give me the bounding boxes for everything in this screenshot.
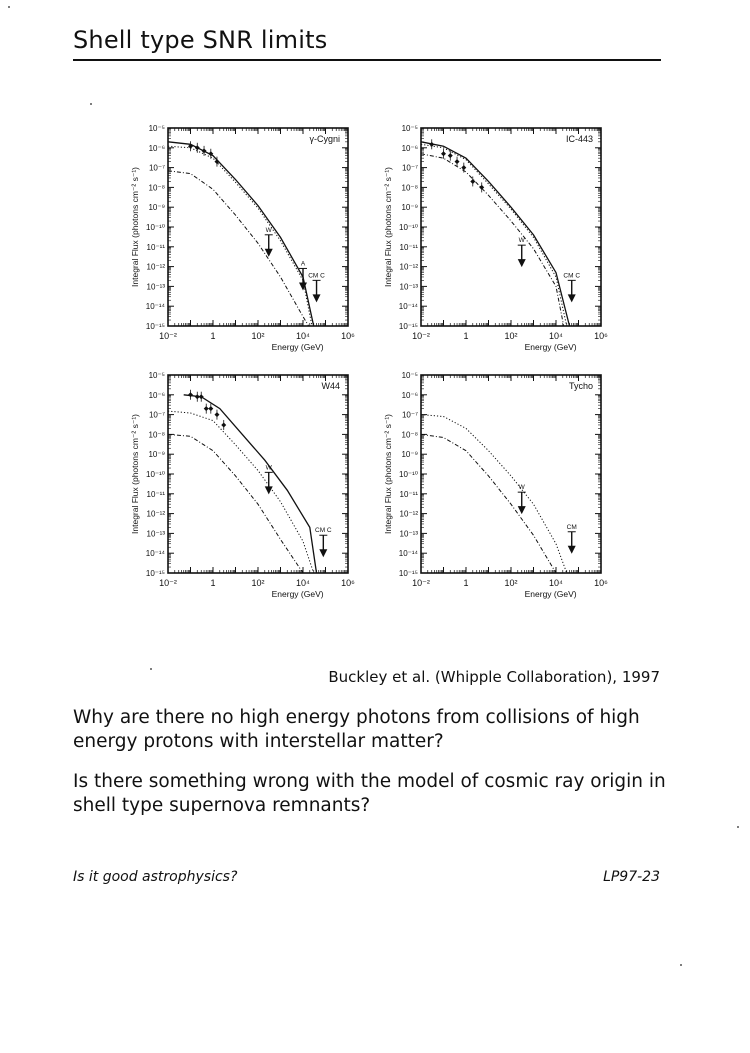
scan-speck	[737, 826, 739, 828]
x-tick-label: 10⁶	[341, 578, 355, 588]
x-tick-label: 10⁻²	[159, 578, 177, 588]
y-tick-label: 10⁻⁹	[148, 450, 165, 460]
upper-limit-arrowhead	[518, 506, 526, 514]
y-tick-label: 10⁻⁵	[148, 124, 165, 133]
scan-speck	[8, 6, 10, 8]
x-tick-label: 10⁶	[594, 331, 608, 341]
upper-limit-arrowhead	[518, 259, 526, 267]
x-tick-label: 10²	[251, 578, 265, 588]
y-axis-label: Integral Flux (photons cm⁻² s⁻¹)	[383, 167, 393, 287]
series-line-dotted	[421, 144, 567, 326]
series-line-dotted	[421, 415, 567, 573]
y-tick-label: 10⁻⁸	[148, 430, 165, 440]
figure-caption: Buckley et al. (Whipple Collaboration), 1997	[328, 668, 660, 686]
slide-title: Shell type SNR limits	[73, 26, 328, 54]
y-tick-label: 10⁻¹³	[146, 529, 165, 539]
chart-panel	[130, 124, 355, 352]
x-axis-label: Energy (GeV)	[271, 589, 324, 599]
upper-limit-arrowhead	[319, 549, 327, 557]
slide-number: LP97-23	[603, 869, 660, 885]
y-tick-label: 10⁻⁹	[148, 203, 165, 213]
question-2: Is there something wrong with the model of cosmic ray origin in shell type supernova remnants?	[73, 771, 666, 816]
x-tick-label: 10⁶	[341, 331, 355, 341]
y-tick-label: 10⁻¹³	[399, 282, 418, 292]
y-tick-label: 10⁻¹³	[399, 529, 418, 539]
y-tick-label: 10⁻¹¹	[146, 489, 165, 499]
x-axis-label: Energy (GeV)	[271, 342, 324, 352]
y-axis-label: Integral Flux (photons cm⁻² s⁻¹)	[383, 414, 393, 534]
upper-limit-label: W	[518, 484, 525, 492]
x-tick-label: 10⁴	[549, 331, 563, 341]
panel-title: γ-Cygni	[309, 134, 340, 144]
footer-note: Is it good astrophysics?	[73, 869, 238, 885]
y-tick-label: 10⁻¹⁵	[398, 569, 418, 578]
y-tick-label: 10⁻⁶	[148, 390, 165, 400]
x-tick-label: 10⁻²	[159, 331, 177, 341]
x-tick-label: 10⁶	[594, 578, 608, 588]
upper-limit-arrowhead	[568, 294, 576, 302]
y-tick-label: 10⁻¹⁰	[399, 223, 418, 232]
y-axis-label: Integral Flux (photons cm⁻² s⁻¹)	[130, 414, 140, 534]
upper-limit-arrowhead	[265, 486, 273, 494]
upper-limit-arrowhead	[568, 546, 576, 554]
x-tick-label: 10⁴	[549, 578, 563, 588]
y-tick-label: 10⁻¹²	[146, 509, 165, 519]
y-tick-label: 10⁻⁵	[148, 371, 165, 380]
x-tick-label: 1	[463, 331, 469, 341]
panel-title: W44	[321, 381, 340, 391]
y-tick-label: 10⁻¹⁴	[398, 302, 418, 312]
x-tick-label: 10⁴	[296, 578, 310, 588]
y-tick-label: 10⁻⁸	[401, 430, 418, 440]
y-tick-label: 10⁻⁸	[148, 183, 165, 193]
upper-limit-label: CM	[566, 523, 577, 531]
upper-limit-label: W	[265, 464, 272, 472]
plot-frame	[168, 128, 348, 326]
x-tick-label: 10⁻²	[412, 578, 430, 588]
series-line-dashdot	[421, 434, 563, 573]
y-tick-label: 10⁻¹⁰	[146, 470, 165, 479]
y-tick-label: 10⁻¹¹	[399, 489, 418, 499]
x-tick-label: 10²	[504, 331, 518, 341]
upper-limit-label: W	[518, 237, 525, 245]
y-tick-label: 10⁻⁶	[148, 143, 165, 153]
upper-limit-label: W	[265, 226, 272, 234]
y-tick-label: 10⁻⁷	[401, 410, 418, 420]
scan-speck	[680, 964, 682, 966]
chart-panel	[383, 371, 608, 599]
chart-panel	[130, 371, 355, 599]
y-tick-label: 10⁻¹⁴	[398, 549, 418, 559]
series-line-dashdot	[421, 154, 564, 326]
question-1: Why are there no high energy photons from collisions of high energy protons with interstellar matter?	[73, 707, 640, 752]
scan-speck	[90, 103, 92, 105]
y-tick-label: 10⁻⁹	[401, 450, 418, 460]
upper-limit-arrowhead	[313, 294, 321, 302]
x-tick-label: 1	[463, 578, 469, 588]
series-line-solid	[168, 142, 314, 326]
x-tick-label: 1	[210, 578, 216, 588]
y-tick-label: 10⁻¹³	[146, 282, 165, 292]
x-tick-label: 10²	[251, 331, 265, 341]
x-axis-label: Energy (GeV)	[524, 342, 577, 352]
y-tick-label: 10⁻¹⁵	[145, 322, 165, 331]
series-line-dashdot	[168, 171, 309, 326]
series-line-dotted	[168, 411, 314, 573]
plot-frame	[168, 375, 348, 573]
y-tick-label: 10⁻¹⁰	[399, 470, 418, 479]
y-tick-label: 10⁻⁹	[401, 203, 418, 213]
y-tick-label: 10⁻¹²	[399, 262, 418, 272]
upper-limit-label: CM C	[315, 527, 332, 535]
y-tick-label: 10⁻¹⁵	[145, 569, 165, 578]
series-line-solid	[421, 142, 570, 326]
y-tick-label: 10⁻¹⁴	[145, 302, 165, 312]
panel-title: IC-443	[565, 134, 593, 144]
y-tick-label: 10⁻⁶	[401, 143, 418, 153]
upper-limit-label: CM C	[308, 272, 325, 280]
panel-title: Tycho	[568, 381, 593, 391]
x-tick-label: 10⁴	[296, 331, 310, 341]
x-tick-label: 1	[210, 331, 216, 341]
y-tick-label: 10⁻¹¹	[146, 242, 165, 252]
y-tick-label: 10⁻¹²	[399, 509, 418, 519]
figure	[128, 113, 628, 613]
x-tick-label: 10⁻²	[412, 331, 430, 341]
y-tick-label: 10⁻¹²	[146, 262, 165, 272]
y-tick-label: 10⁻¹⁵	[398, 322, 418, 331]
y-tick-label: 10⁻⁸	[401, 183, 418, 193]
x-tick-label: 10²	[504, 578, 518, 588]
x-axis-label: Energy (GeV)	[524, 589, 577, 599]
plot-frame	[421, 375, 601, 573]
y-tick-label: 10⁻¹¹	[399, 242, 418, 252]
series-line-dashdot	[168, 434, 310, 573]
y-tick-label: 10⁻⁷	[148, 410, 165, 420]
y-tick-label: 10⁻⁷	[148, 163, 165, 173]
y-tick-label: 10⁻⁶	[401, 390, 418, 400]
y-tick-label: 10⁻⁵	[401, 124, 418, 133]
series-line-solid	[184, 395, 317, 573]
y-tick-label: 10⁻¹⁰	[146, 223, 165, 232]
y-tick-label: 10⁻⁷	[401, 163, 418, 173]
upper-limit-label: A	[300, 260, 306, 268]
y-tick-label: 10⁻⁵	[401, 371, 418, 380]
title-rule	[73, 59, 661, 61]
chart-panel	[383, 124, 608, 352]
figure-svg	[128, 113, 628, 613]
upper-limit-label: CM C	[563, 272, 581, 280]
y-axis-label: Integral Flux (photons cm⁻² s⁻¹)	[130, 167, 140, 287]
y-tick-label: 10⁻¹⁴	[145, 549, 165, 559]
scan-speck	[150, 668, 152, 670]
